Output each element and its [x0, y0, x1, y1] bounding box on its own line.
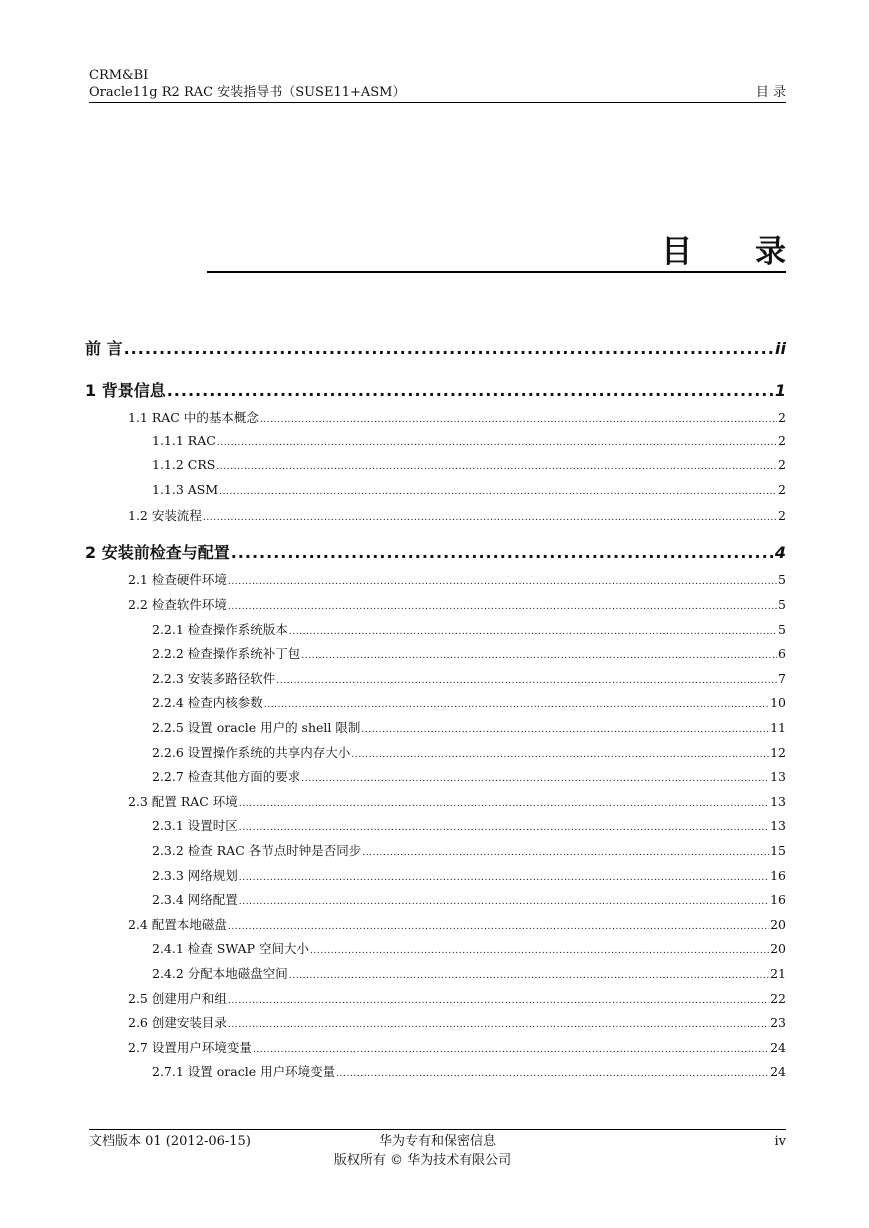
toc-entry-page: 23 [770, 1015, 786, 1031]
toc-entry[interactable] [85, 457, 786, 472]
toc-entry-page: 5 [778, 597, 786, 612]
toc-entry[interactable] [85, 841, 786, 859]
toc-leader-dots [289, 622, 777, 637]
toc-entry-page: 2 [778, 432, 786, 448]
toc-entry-page: ii [775, 339, 786, 358]
footer-divider [89, 1129, 786, 1130]
toc-entry-page: 4 [774, 543, 786, 563]
toc-entry[interactable] [85, 816, 786, 834]
toc-entry-title: 2.7.1 设置 oracle 用户环境变量 [152, 1064, 336, 1080]
toc-entry-page: 10 [770, 695, 786, 711]
toc-entry[interactable] [85, 669, 786, 687]
header-doc-title: Oracle11g R2 RAC 安装指导书（SUSE11+ASM） [89, 85, 406, 100]
toc-entry-page: 20 [770, 916, 786, 932]
toc-leader-dots [239, 794, 769, 809]
toc-entry-page: 20 [770, 941, 786, 957]
toc-entry-title: 2.2 检查软件环境 [128, 597, 227, 612]
toc-leader-dots [217, 433, 777, 448]
toc-entry-page: 5 [778, 572, 786, 588]
toc-leader-dots [239, 868, 769, 883]
toc-entry-title: 2.2.6 设置操作系统的共享内存大小 [152, 744, 351, 760]
toc-leader-dots [203, 508, 777, 523]
toc-entry[interactable] [85, 915, 786, 933]
toc-entry-page: 2 [778, 508, 786, 524]
page-header [89, 67, 786, 101]
toc-leader-dots [253, 1040, 769, 1055]
toc-entry-page: 16 [770, 892, 786, 908]
toc-chapter-entry[interactable] [85, 540, 786, 563]
footer-page-number: iv [774, 1134, 786, 1149]
toc-entry-title: 1.1.3 ASM [152, 481, 219, 497]
toc-leader-dots [301, 646, 777, 661]
toc-chapter-entry[interactable] [85, 336, 786, 359]
toc-entry-title: 2.3.2 检查 RAC 各节点时钟是否同步 [152, 843, 362, 858]
header-section: 目 录 [755, 85, 786, 100]
toc-chapter-entry[interactable] [85, 378, 786, 401]
toc-entry[interactable] [85, 964, 786, 982]
toc-leader-dots [124, 339, 774, 358]
toc-entry[interactable] [85, 482, 786, 497]
toc-entry-page: 6 [778, 646, 786, 662]
toc-entry[interactable] [85, 408, 786, 426]
toc-leader-dots [361, 720, 769, 735]
toc-entry-page: 13 [770, 818, 786, 834]
toc-leader-dots [167, 381, 774, 400]
toc-entry[interactable] [85, 1038, 786, 1056]
toc-leader-dots [231, 543, 774, 562]
toc-leader-dots [228, 572, 777, 587]
toc-leader-dots [289, 966, 769, 981]
toc-leader-dots [301, 769, 769, 784]
toc-entry-page: 7 [778, 670, 786, 686]
toc-entry-title: 2.2.7 检查其他方面的要求 [152, 769, 301, 785]
toc-entry-page: 24 [770, 1039, 786, 1055]
toc-entry-title: 2.3.4 网络配置 [152, 892, 238, 908]
toc-entry-title: 2.4 配置本地磁盘 [128, 916, 227, 932]
toc-leader-dots [216, 457, 777, 472]
toc-entry[interactable] [85, 644, 786, 662]
toc-leader-dots [228, 1015, 769, 1030]
footer-version: 文档版本 01 (2012-06-15) [89, 1134, 251, 1149]
toc-entry-page: 2 [778, 410, 786, 425]
toc-entry-page: 13 [770, 769, 786, 785]
toc-entry[interactable] [85, 743, 786, 761]
toc-entry[interactable] [85, 792, 786, 810]
toc-entry-title: 1.1.1 RAC [152, 432, 216, 448]
toc-entry-page: 12 [770, 744, 786, 760]
toc-entry-title: 前 言 [85, 339, 123, 358]
toc-leader-dots [239, 892, 769, 907]
toc-leader-dots [219, 482, 777, 497]
toc-entry[interactable] [85, 433, 786, 448]
toc-entry-title: 2.3.1 设置时区 [152, 818, 238, 834]
toc-entry-title: 2.2.4 检查内核参数 [152, 695, 263, 711]
footer-confidential: 华为专有和保密信息 [378, 1134, 496, 1149]
toc-leader-dots [351, 745, 769, 760]
toc-entry-title: 2 安装前检查与配置 [85, 543, 230, 563]
toc-entry-title: 2.4.1 检查 SWAP 空间大小 [152, 941, 309, 957]
toc-entry[interactable] [85, 1013, 786, 1031]
toc-leader-dots [228, 597, 777, 612]
toc-entry-title: 2.2.3 安装多路径软件 [152, 670, 276, 686]
header-company: CRM&BI [89, 68, 149, 83]
toc-entry[interactable] [85, 620, 786, 638]
page-title: 目 录 [661, 234, 812, 270]
toc-leader-dots [239, 818, 769, 833]
toc-entry[interactable] [85, 1062, 786, 1080]
title-divider [207, 271, 786, 273]
toc-leader-dots [260, 410, 777, 425]
toc-entry-title: 2.2.5 设置 oracle 用户的 shell 限制 [152, 720, 361, 735]
footer-copyright: 版权所有 © 华为技术有限公司 [333, 1153, 512, 1168]
toc-entry-page: 21 [770, 966, 786, 981]
toc-entry-title: 2.3 配置 RAC 环境 [128, 793, 238, 809]
toc-entry[interactable] [85, 989, 786, 1007]
toc-entry-title: 2.7 设置用户环境变量 [128, 1039, 252, 1055]
toc-entry-title: 1 背景信息 [85, 381, 166, 400]
toc-entry[interactable] [85, 506, 786, 524]
toc-entry-title: 2.2.2 检查操作系统补丁包 [152, 646, 301, 662]
toc-entry[interactable] [85, 890, 786, 908]
toc-leader-dots [228, 917, 769, 932]
toc-entry-page: 13 [770, 793, 786, 809]
toc-entry[interactable] [85, 693, 786, 711]
toc-entry-title: 1.1 RAC 中的基本概念 [128, 410, 259, 425]
toc-entry[interactable] [85, 767, 786, 785]
toc-entry-page: 1 [774, 381, 786, 400]
toc-leader-dots [310, 941, 769, 956]
toc-entry-page: 24 [770, 1064, 786, 1080]
toc-entry-title: 1.2 安装流程 [128, 508, 202, 524]
toc-leader-dots [228, 991, 769, 1006]
toc-entry-title: 2.2.1 检查操作系统版本 [152, 621, 288, 637]
toc-entry-page: 22 [770, 990, 786, 1006]
toc-entry-title: 2.3.3 网络规划 [152, 867, 238, 883]
toc-entry[interactable] [85, 718, 786, 736]
toc-entry-page: 15 [770, 843, 786, 858]
toc-entry[interactable] [85, 595, 786, 613]
toc-entry-page: 5 [778, 621, 786, 637]
toc-entry-page: 16 [770, 867, 786, 883]
toc-entry[interactable] [85, 570, 786, 588]
header-divider [89, 102, 786, 103]
toc-entry-title: 1.1.2 CRS [152, 457, 216, 473]
toc-entry[interactable] [85, 939, 786, 957]
toc-entry-title: 2.6 创建安装目录 [128, 1015, 227, 1031]
toc-entry-page: 2 [778, 481, 786, 497]
toc-entry-title: 2.1 检查硬件环境 [128, 572, 227, 588]
toc-leader-dots [276, 671, 777, 686]
toc-entry-page: 2 [778, 457, 786, 473]
toc-entry-page: 11 [770, 720, 786, 735]
toc-entry[interactable] [85, 866, 786, 884]
toc-entry-title: 2.4.2 分配本地磁盘空间 [152, 966, 288, 981]
toc-leader-dots [264, 695, 769, 710]
page-footer [89, 1132, 786, 1170]
toc-leader-dots [336, 1064, 769, 1079]
toc-leader-dots [362, 843, 769, 858]
toc-entry-title: 2.5 创建用户和组 [128, 990, 227, 1006]
